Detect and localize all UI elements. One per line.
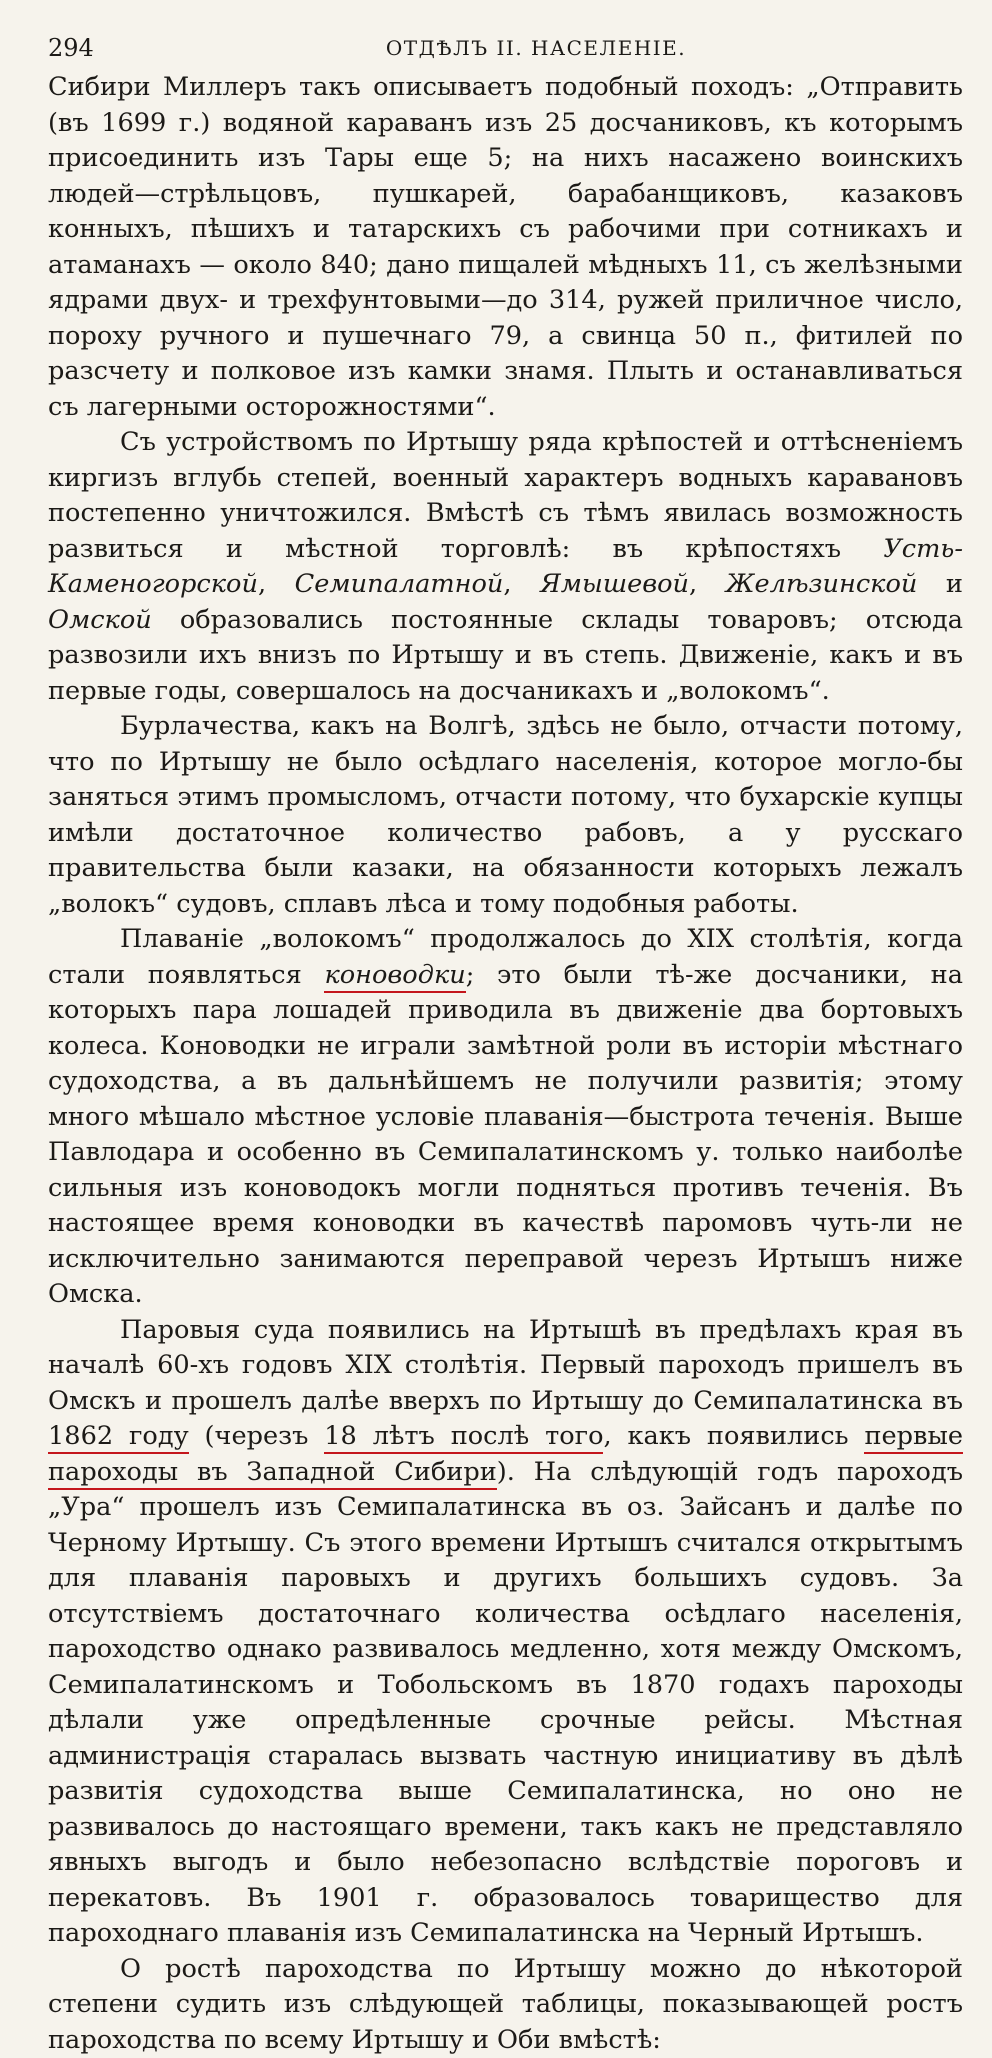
paragraph-5 xyxy=(48,1313,963,1952)
text-run: , xyxy=(258,569,295,599)
underlined-18-years: 18 лѣтъ послѣ того xyxy=(324,1421,603,1454)
text-run: , xyxy=(503,569,540,599)
page-body xyxy=(48,70,963,2058)
text-run: ). На слѣдующій годъ пароходъ „Ура“ прошелъ изъ Семипалатинска въ оз. Зайсанъ и далѣе по Черному Иртышу. Съ этого времени Иртышъ считался открытымъ для плаванія паровыхъ и другихъ большихъ судовъ. За отсутствіемъ достаточнаго количества осѣдлаго населенія, пароходство однако развивалось медленно, хотя между Омскомъ, Семипалатинскомъ и Тобольскомъ въ 1870 годахъ пароходы дѣлали уже опредѣленные срочные рейсы. Мѣстная администрація старалась вызвать частную инициативу въ дѣлѣ развитія судоходства выше Семипалатинска, но оно не развивалось до настоящаго времени, такъ какъ не представляло явныхъ выгодъ и было небезопасно вслѣдствіе пороговъ и перекатовъ. Въ 1901 г. образовалось товарищество для пароходнаго плаванія изъ Семипалатинска на Черный Иртышъ. xyxy=(48,1457,963,1949)
underlined-year-1862: 1862 году xyxy=(48,1421,189,1454)
place-zhelezinskaya: Желѣзинской xyxy=(726,569,918,599)
paragraph-3: Бурлачества, какъ на Волгѣ, здѣсь не было, отчасти потому, что по Иртышу не было осѣдлаго населенія, которое могло-бы заняться этимъ промысломъ, отчасти потому, что бухарскіе купцы имѣли достаточное количество рабовъ, а у русскаго правительства были казаки, на обязанности которыхъ лежалъ „волокъ“ судовъ, сплавъ лѣса и тому подобныя работы. xyxy=(48,709,963,922)
text-run: и xyxy=(917,569,963,599)
place-semipalatnaya: Семипалатной xyxy=(295,569,504,599)
paragraph-6: О ростѣ пароходства по Иртышу можно до нѣкоторой степени судить изъ слѣдующей таблицы, показывающей ростъ пароходства по всему Иртышу и Оби вмѣстѣ: xyxy=(48,1952,963,2058)
term-konovodki-underlined: коноводки xyxy=(324,960,465,993)
text-run: Плаваніе „волокомъ“ продолжалось до XIX столѣтія, когда стали появляться xyxy=(48,924,963,990)
page-header xyxy=(48,26,964,70)
running-title: ОТДѢЛЪ II. НАСЕЛЕНІЕ. xyxy=(48,36,964,60)
paragraph-1: Сибири Миллеръ такъ описываетъ подобный походъ: „Отправить (въ 1699 г.) водяной караванъ изъ 25 досчаниковъ, къ которымъ присоединить изъ Тары еще 5; на нихъ насажено воинскихъ людей—стрѣльцовъ, пушкарей, барабанщиковъ, казаковъ конныхъ, пѣшихъ и татарскихъ съ рабочими при сотникахъ и атаманахъ — около 840; дано пищалей мѣдныхъ 11, съ желѣзными ядрами двух- и трехфунтовыми—до 314, ружей приличное число, пороху ручного и пушечнаго 79, а свинца 50 п., фитилей по разсчету и полковое изъ камки знамя. Плыть и останавливаться съ лагерными осторожностями“. xyxy=(48,70,963,425)
place-ust-kamenogorsk: Усть-Каменогорской xyxy=(48,534,963,600)
text-run: ; это были тѣ-же досчаники, на которыхъ пара лошадей приводила въ движеніе два бортовыхъ колеса. Коноводки не играли замѣтной роли въ исторіи мѣстнаго судоходства, а въ дальнѣйшемъ не получили развитія; этому много мѣшало мѣстное условіе плаванія—быстрота теченія. Выше Павлодара и особенно въ Семипалатинскомъ у. только наиболѣе сильныя изъ коноводокъ могли подняться противъ теченія. Въ настоящее время коноводки въ качествѣ паромовъ чуть-ли не исключительно занимаются переправой черезъ Иртышъ ниже Омска. xyxy=(48,960,963,1310)
place-yamyshevaya: Ямышевой xyxy=(540,569,689,599)
text-run: (черезъ xyxy=(189,1421,325,1451)
text-run: Паровыя суда появились на Иртышѣ въ предѣлахъ края въ началѣ 60-хъ годовъ XIX столѣтія. Первый пароходъ пришелъ въ Омскъ и прошелъ далѣе вверхъ по Иртышу до Семипалатинска въ xyxy=(48,1315,963,1416)
text-run: образовались постоянные склады товаровъ; отсюда развозили ихъ внизъ по Иртышу и въ степь. Движеніе, какъ и въ первые годы, совершалось на досчаникахъ и „волокомъ“. xyxy=(48,605,963,706)
paragraph-2 xyxy=(48,425,963,709)
paragraph-4 xyxy=(48,922,963,1313)
page-number: 294 xyxy=(48,34,94,62)
text-run: Съ устройствомъ по Иртышу ряда крѣпостей и оттѣсненіемъ киргизъ вглубь степей, военный характеръ водныхъ каравановъ постепенно уничтожился. Вмѣстѣ съ тѣмъ явилась возможность развиться и мѣстной торговлѣ: въ крѣпостяхъ xyxy=(48,427,963,564)
text-run: , xyxy=(689,569,726,599)
underlined-first-steamers: первые пароходы въ Западной Сибири xyxy=(48,1421,963,1490)
place-omskaya: Омской xyxy=(48,605,152,635)
text-run: , какъ появились xyxy=(603,1421,864,1451)
